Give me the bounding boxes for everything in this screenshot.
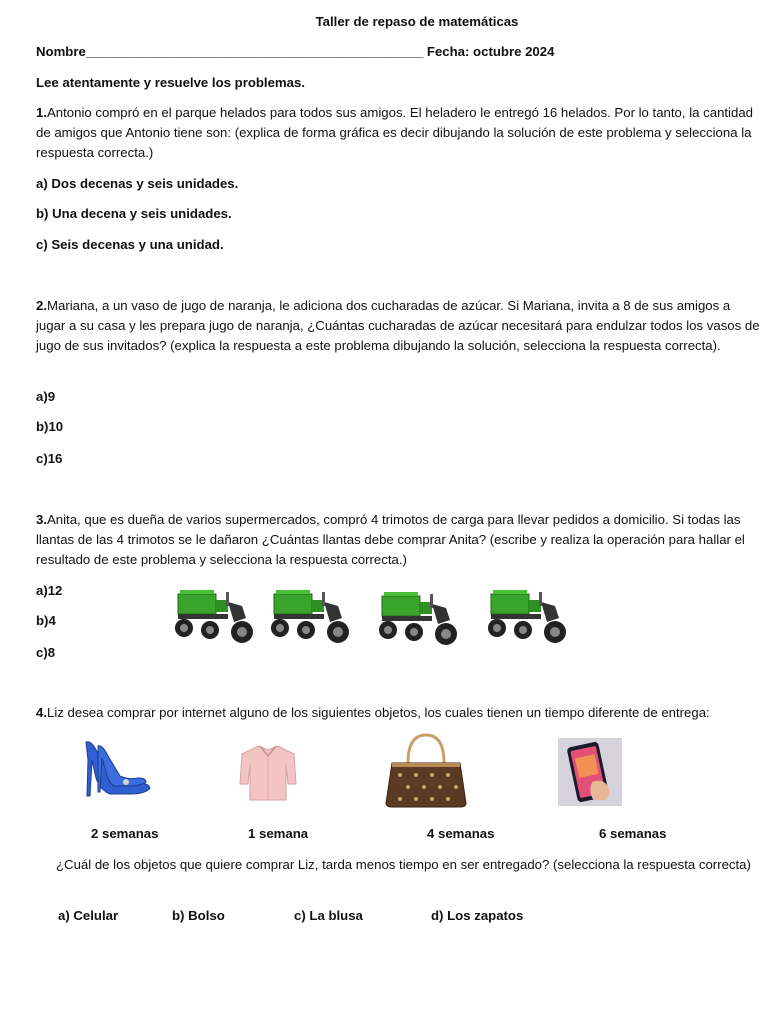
blue-high-heel-shoes-icon [80,738,154,802]
problem-1-text: 1.Antonio compró en el parque helados para todos sus amigos. El heladero le entregó 16 helados. Por lo tanto, la cantidad de amigos que Antonio tiene son: (explica de forma gráfica es decir dibujando la solución de este problema y selecciona la respuesta correcta.) [36,105,753,160]
time-shoes: 2 semanas [91,826,159,841]
problem-4-choice-a[interactable]: a) Celular [58,908,119,923]
name-line[interactable] [36,42,554,62]
name-label: Nombre [36,44,86,59]
problem-2-option-a[interactable]: a)9 [36,389,56,404]
cargo-tricycle-icon [485,584,569,650]
problem-3-option-b[interactable]: b)4 [36,613,56,628]
date-label: Fecha: octubre 2024 [426,44,555,59]
instructions: Lee atentamente y resuelve los problemas. [36,75,305,90]
problem-4-number: 4. [36,705,47,720]
problem-2-option-b[interactable]: b)10 [36,419,64,434]
problem-3-option-c[interactable]: c)8 [36,645,56,660]
problem-4-choice-b[interactable]: b) Bolso [172,908,225,923]
smartphone-icon [558,738,622,806]
brown-handbag-icon [384,733,468,809]
time-phone: 6 semanas [599,826,667,841]
problem-1-option-c[interactable]: c) Seis decenas y una unidad. [36,237,224,252]
problem-2-option-c[interactable]: c)16 [36,451,63,466]
cargo-tricycle-icon [172,584,256,650]
problem-2-text: 2.Mariana, a un vaso de jugo de naranja, le adiciona dos cucharadas de azúcar. Si Mariana, invita a 8 de sus amigos a jugar a su casa y les prepara jugo de naranja, ¿Cuántas cucharadas de azúcar necesitará para endulzar todos los vasos de jugo de sus invitados? (explica la respuesta a este problema dibujando la solución, selecciona la respuesta correcta). [36,298,760,353]
name-underline[interactable]: ______________________________________________ [85,44,424,59]
page-title: Taller de repaso de matemáticas [315,14,519,29]
problem-1-number: 1. [36,105,47,120]
problem-3-option-a[interactable]: a)12 [36,583,63,598]
problem-1-option-b[interactable]: b) Una decena y seis unidades. [36,206,232,221]
problem-1-option-a[interactable]: a) Dos decenas y seis unidades. [36,176,239,191]
problem-4-choice-c[interactable]: c) La blusa [294,908,363,923]
cargo-tricycle-icon [376,586,460,652]
problem-3-text: 3.Anita, que es dueña de varios supermercados, compró 4 trimotos de carga para llevar pedidos a domicilio. Si todas las llantas de las 4 trimotos se le dañaron ¿Cuántas llantas debe comprar Anita? (escribe y realiza la operación para hallar el resultado de este problema y selecciona la respuesta correcta.) [36,512,745,567]
pink-blouse-icon [238,744,298,802]
problem-4-choice-d[interactable]: d) Los zapatos [431,908,524,923]
cargo-tricycle-icon [268,584,352,650]
problem-3-number: 3. [36,512,47,527]
problem-4-text: 4.Liz desea comprar por internet alguno de los siguientes objetos, los cuales tienen un tiempo diferente de entrega: [36,705,710,720]
time-handbag: 4 semanas [427,826,495,841]
time-blouse: 1 semana [248,826,309,841]
problem-4-question: ¿Cuál de los objetos que quiere comprar Liz, tarda menos tiempo en ser entregado? (selecciona la respuesta correcta) [56,857,751,872]
problem-2-number: 2. [36,298,47,313]
